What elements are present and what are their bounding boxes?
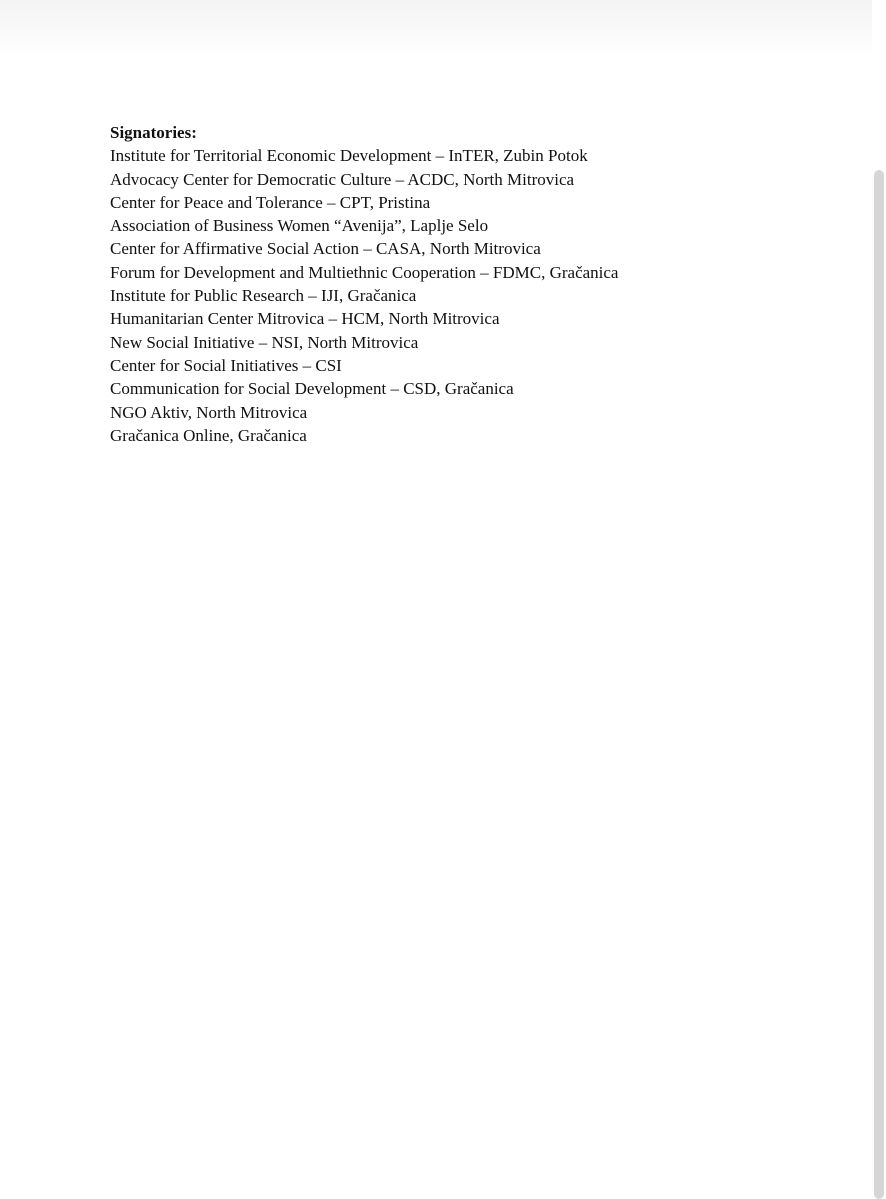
signatory-item: NGO Aktiv, North Mitrovica xyxy=(110,402,308,422)
signatory-item: Center for Affirmative Social Action – CASA, North Mitrovica xyxy=(110,239,541,259)
signatories-heading: Signatories: xyxy=(110,123,197,142)
page-content xyxy=(110,121,830,447)
signatory-item: Center for Social Initiatives – CSI xyxy=(110,355,342,375)
signatory-item: Institute for Territorial Economic Development – InTER, Zubin Potok xyxy=(110,146,588,166)
signatories-list xyxy=(110,144,830,447)
signatory-item: Forum for Development and Multiethnic Cooperation – FDMC, Gračanica xyxy=(110,262,619,282)
signatory-item: Institute for Public Research – IJI, Gračanica xyxy=(110,286,417,306)
scrollbar-thumb[interactable] xyxy=(874,170,884,1199)
page-top-shadow xyxy=(0,0,886,60)
signatory-item: Advocacy Center for Democratic Culture – ACDC, North Mitrovica xyxy=(110,169,575,189)
signatory-item: Gračanica Online, Gračanica xyxy=(110,425,307,445)
signatory-item: Center for Peace and Tolerance – CPT, Pristina xyxy=(110,192,431,212)
signatory-item: Humanitarian Center Mitrovica – HCM, North Mitrovica xyxy=(110,309,500,329)
signatory-item: New Social Initiative – NSI, North Mitrovica xyxy=(110,332,419,352)
signatory-item: Association of Business Women “Avenija”, Laplje Selo xyxy=(110,216,489,236)
signatory-item: Communication for Social Development – CSD, Gračanica xyxy=(110,379,514,399)
scrollbar-track[interactable] xyxy=(872,0,886,1199)
